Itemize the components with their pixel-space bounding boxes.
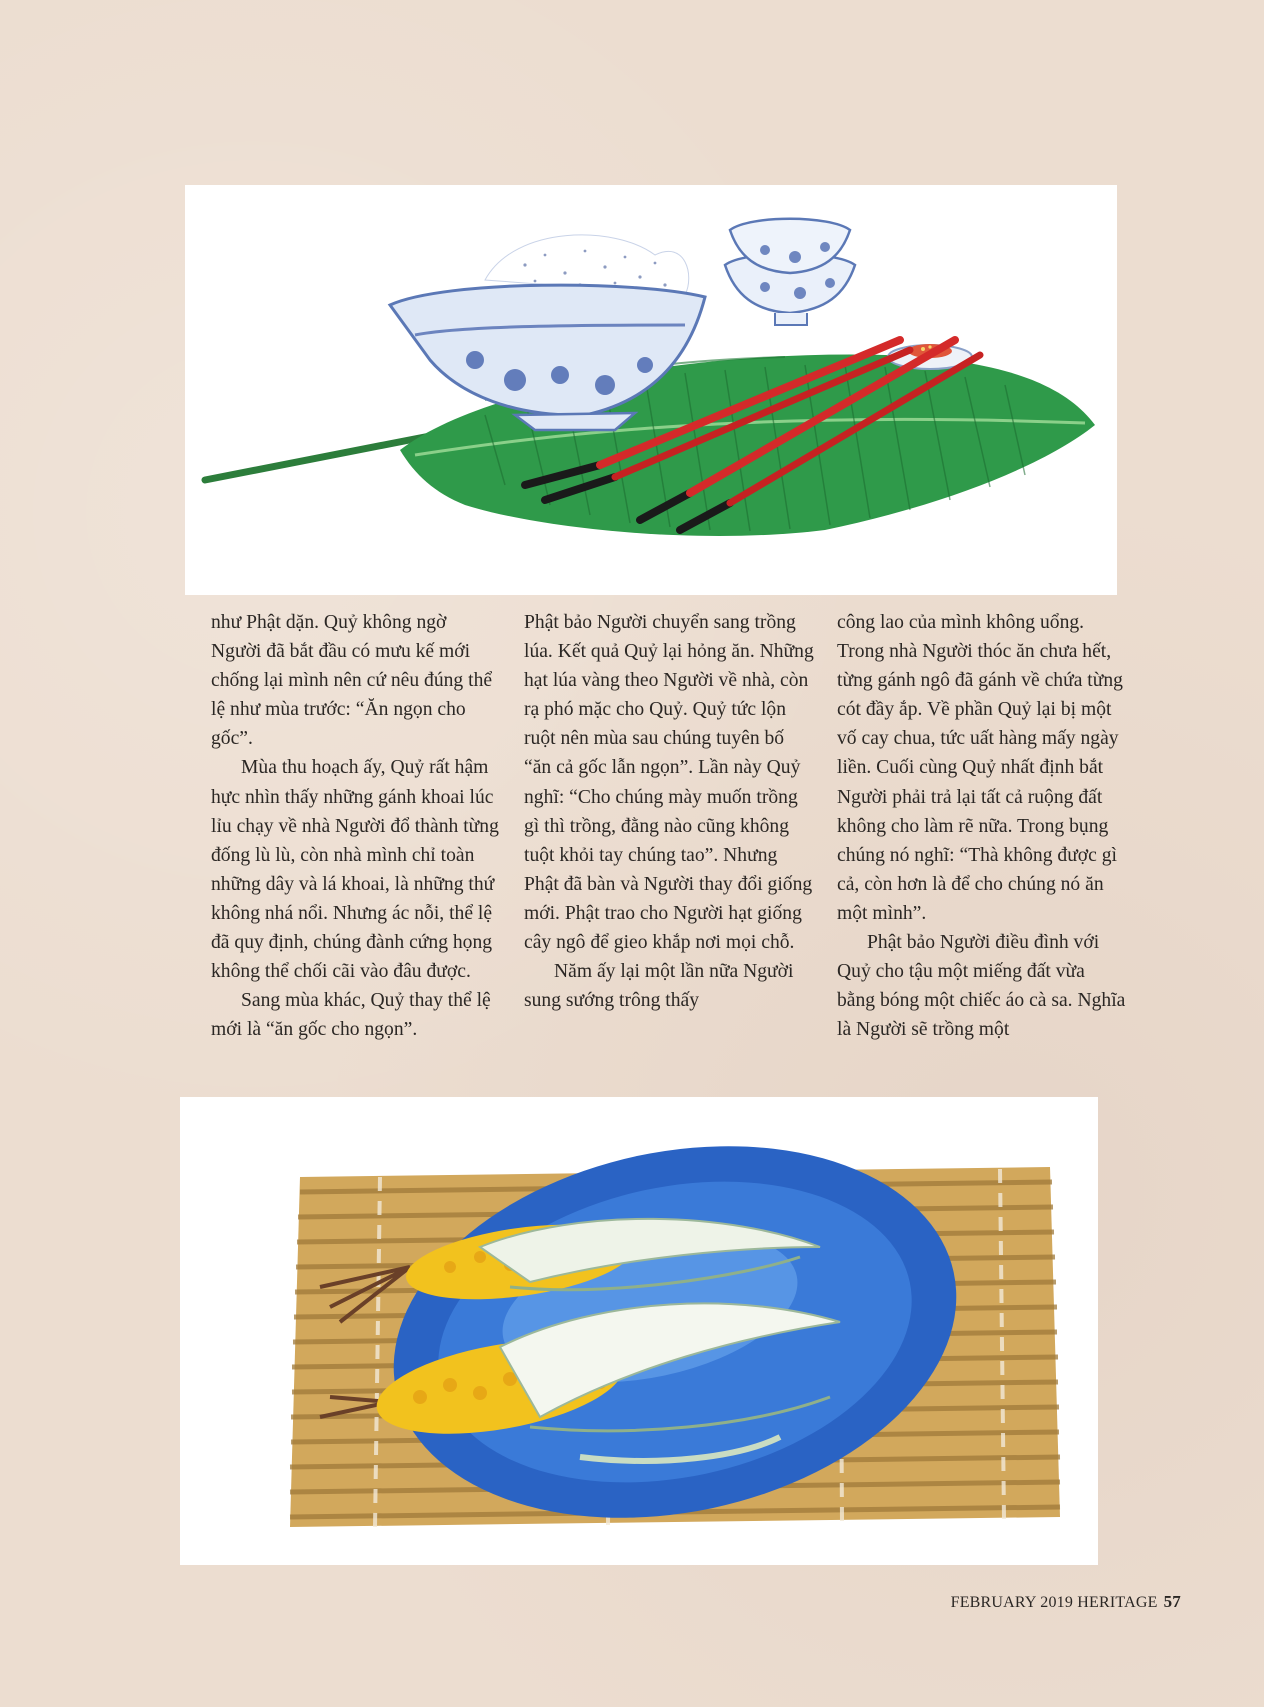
issue-label: FEBRUARY 2019 HERITAGE [950,1594,1158,1611]
paragraph: Năm ấy lại một lần nữa Người sung sướng trông thấy [524,961,794,1012]
text-column-1 [211,608,501,1044]
paragraph: công lao của mình không uổng. Trong nhà Người thóc ăn chưa hết, từng gánh ngô đã gánh về chứa từng cót đầy ắp. Về phần Quỷ lại bị một vố cay chua, tức uất hàng mấy ngày liền. Cuối cùng Quỷ nhất định bắt Người phải trả lại tất cả ruộng đất không cho làm rẽ nữa. Trong bụng chúng nó nghĩ: “Thà không được gì cả, còn hơn là để cho chúng nó ăn một mình”. [837,612,1123,924]
page-number: 57 [1163,1592,1181,1611]
rice-bowl-illustration [185,185,1117,595]
paragraph: Phật bảo Người chuyển sang trồng lúa. Kết quả Quỷ lại hỏng ăn. Những hạt lúa vàng theo Người về nhà, còn rạ phó mặc cho Quỷ. Quỷ tức lộn ruột nên mùa sau chúng tuyên bố “ăn cả gốc lẫn ngọn”. Lần này Quỷ nghĩ: “Cho chúng mày muốn trồng gì thì trồng, đằng nào cũng không tuột khỏi tay chúng tao”. Nhưng Phật đã bàn và Người thay đổi giống mới. Phật trao cho Người hạt giống cây ngô để gieo khắp nơi mọi chỗ. [524,612,814,954]
text-column-2 [524,608,814,1015]
paragraph: Sang mùa khác, Quỷ thay thể lệ mới là “ăn gốc cho ngọn”. [211,990,491,1041]
article-body [0,608,1264,1078]
corn-plate-illustration [180,1097,1098,1565]
paragraph: như Phật dặn. Quỷ không ngờ Người đã bắt đầu có mưu kế mới chống lại mình nên cứ nêu đúng thể lệ như mùa trước: “Ăn ngọn cho gốc”. [211,612,493,750]
page-footer [951,1592,1181,1612]
paragraph: Mùa thu hoạch ấy, Quỷ rất hậm hực nhìn thấy những gánh khoai lúc lỉu chạy về nhà Người đổ thành từng đống lù lù, còn nhà mình chỉ toàn những dây và lá khoai, là những thứ không nhá nổi. Nhưng ác nỗi, thể lệ đã quy định, chúng đành cứng họng không thể chối cãi vào đâu được. [211,757,499,983]
paragraph: Phật bảo Người điều đình với Quỷ cho tậu một miếng đất vừa bằng bóng một chiếc áo cà sa. Nghĩa là Người sẽ trồng một [837,932,1126,1041]
text-column-3 [837,608,1127,1044]
small-bowls [725,219,855,325]
